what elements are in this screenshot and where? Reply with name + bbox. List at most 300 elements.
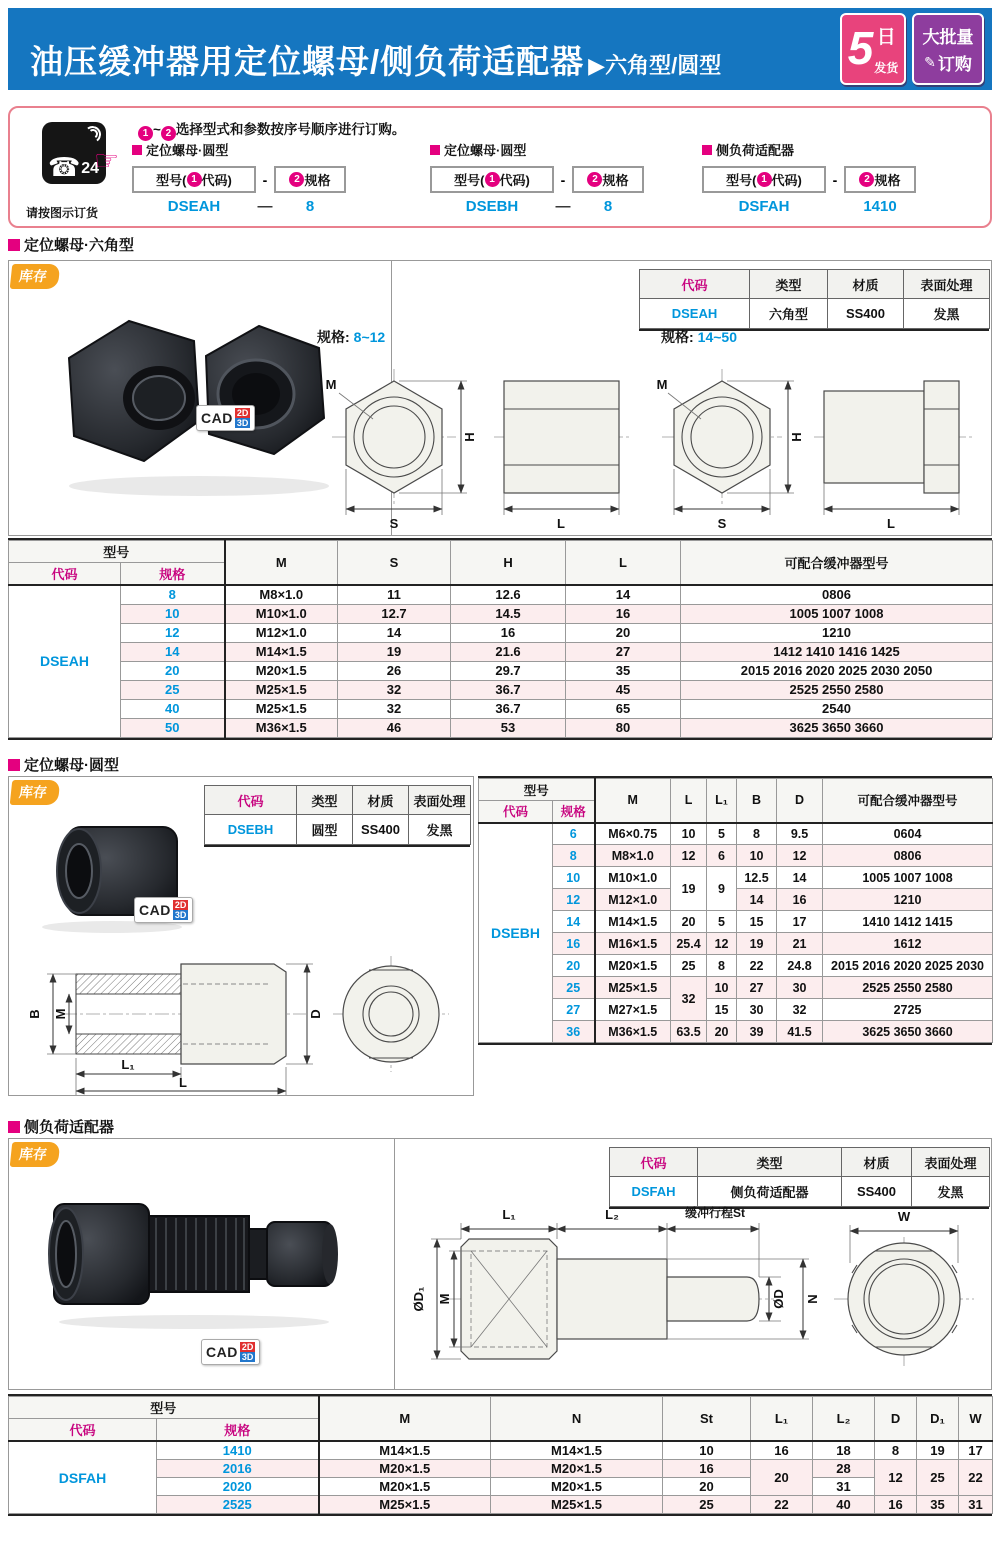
bullet-square-icon [8, 1121, 20, 1133]
model-code: DSEBH [205, 815, 297, 845]
cad-badge[interactable] [201, 1339, 260, 1365]
cell: M27×1.5 [595, 999, 671, 1021]
cell: 30 [737, 999, 777, 1021]
step-1-icon: 1 [757, 172, 772, 187]
code-header: 代码 [9, 1419, 157, 1442]
col-header-match: 可配合缓冲器型号 [823, 779, 993, 823]
cell: 63.5 [671, 1021, 707, 1043]
cell: M14×1.5 [491, 1441, 663, 1460]
cell: 16 [875, 1496, 917, 1514]
cell: M25×1.5 [491, 1496, 663, 1514]
model-code: DSEAH [640, 299, 750, 329]
page-header [8, 8, 992, 90]
bullet-square-icon [430, 145, 440, 155]
finish-value: 发黑 [409, 815, 471, 845]
cell: 15 [707, 999, 737, 1021]
col-header: 类型 [750, 270, 828, 299]
cell: 20 [751, 1460, 813, 1496]
bullet-square-icon [8, 239, 20, 251]
spec-box: 2 规格 [572, 166, 644, 193]
table-row [479, 977, 993, 999]
cell: 1410 1412 1415 [823, 911, 993, 933]
cell: 5 [707, 823, 737, 845]
dsebh-data-table [478, 776, 992, 1045]
step-2-icon: 2 [859, 172, 874, 187]
cell: M12×1.0 [225, 623, 338, 642]
cad-3d-icon: 3D [174, 910, 187, 920]
step-1-icon: 1 [138, 126, 153, 141]
drawing-hex-large [654, 345, 989, 535]
stock-badge: 库存 [10, 1142, 61, 1167]
spec-header: 规格 [553, 801, 595, 823]
cell: 14 [737, 889, 777, 911]
cell: 2015 2016 2020 2025 2030 [823, 955, 993, 977]
col-header-st: St [663, 1397, 751, 1442]
model-code: DSFAH [9, 1441, 157, 1514]
cell: M10×1.0 [225, 604, 338, 623]
cell: 39 [737, 1021, 777, 1043]
signal-arc [83, 125, 102, 144]
phone-glyph: ☎ [48, 152, 81, 182]
order-group-dsfah [702, 140, 982, 215]
ship-days-number: 5 [847, 22, 874, 75]
cell: 12.6 [451, 585, 566, 604]
cell: M36×1.5 [225, 718, 338, 737]
table-row [9, 718, 993, 737]
cell: 2525 2550 2580 [681, 680, 993, 699]
dim-label-s: S [389, 516, 399, 531]
ordering-guide-box [8, 106, 992, 228]
cad-3d-icon: 3D [241, 1352, 254, 1362]
page-title: 油压缓冲器用定位螺母/侧负荷适配器 [30, 43, 585, 80]
example-sep [826, 198, 844, 215]
type-value: 六角型 [750, 299, 828, 329]
cad-badge[interactable] [134, 897, 193, 923]
cell: 12.5 [737, 867, 777, 889]
drawing-hex-small [309, 345, 639, 535]
dim-label-m: M [656, 377, 668, 392]
divider [394, 1139, 395, 1389]
cell: 22 [959, 1460, 993, 1496]
col-header: 表面处理 [912, 1148, 990, 1177]
section-heading-hex: 定位螺母·六角型 [8, 234, 134, 255]
cell: 19 [338, 642, 451, 661]
cell: 80 [566, 718, 681, 737]
table-row [9, 1460, 993, 1478]
cell: 12 [777, 845, 823, 867]
col-header-l2: L₂ [813, 1397, 875, 1442]
cell: M20×1.5 [491, 1478, 663, 1496]
cell: 25 [663, 1496, 751, 1514]
cell: 10 [553, 867, 595, 889]
table-row [9, 699, 993, 718]
cell: 8 [875, 1441, 917, 1460]
col-header: 代码 [610, 1148, 698, 1177]
section-heading-round: 定位螺母·圆型 [8, 754, 119, 775]
col-header-d1: D₁ [917, 1397, 959, 1442]
cell: 36.7 [451, 680, 566, 699]
cell: 14.5 [451, 604, 566, 623]
cell: 1612 [823, 933, 993, 955]
cell: 31 [959, 1496, 993, 1514]
cell: 14 [338, 623, 451, 642]
bulk-label-1: 大批量 [922, 28, 974, 47]
cell: 25 [917, 1460, 959, 1496]
dim-label-s: S [717, 516, 727, 531]
cell: 26 [338, 661, 451, 680]
cell: 20 [671, 911, 707, 933]
dim-label-m: M [325, 377, 337, 392]
cell: 12 [671, 845, 707, 867]
pointing-finger-icon: ☞ [94, 145, 120, 176]
table-row [479, 867, 993, 889]
cell: M25×1.5 [225, 699, 338, 718]
cell: 35 [566, 661, 681, 680]
col-header: 代码 [640, 270, 750, 299]
material-value: SS400 [842, 1177, 912, 1207]
cell: M8×1.0 [595, 845, 671, 867]
step-1-icon: 1 [485, 172, 500, 187]
dim-label-b: B [27, 1009, 42, 1019]
cell: 8 [707, 955, 737, 977]
cell: 1410 [157, 1441, 319, 1460]
table-row [9, 1441, 993, 1460]
cell: 2525 [157, 1496, 319, 1514]
col-header: 材质 [828, 270, 904, 299]
example-sep: — [257, 198, 273, 215]
cell: 36.7 [451, 699, 566, 718]
spec-box: 2 规格 [844, 166, 916, 193]
cell: 16 [451, 623, 566, 642]
cell: M20×1.5 [491, 1460, 663, 1478]
dim-label-h: H [462, 432, 477, 442]
col-header: 材质 [842, 1148, 912, 1177]
order-group-label: 侧负荷适配器 [702, 140, 982, 159]
col-header-b: B [737, 779, 777, 823]
table-row [479, 999, 993, 1021]
cell: 14 [566, 585, 681, 604]
col-header-l1: L₁ [707, 779, 737, 823]
cell: M25×1.5 [225, 680, 338, 699]
cad-2d-icon: 2D [174, 900, 187, 910]
phone-order-note: 请按图示订货 [26, 206, 99, 220]
ship-label: 发货 [874, 61, 899, 75]
cad-label: CAD [139, 902, 171, 918]
col-header-m: M [595, 779, 671, 823]
cell: 25 [553, 977, 595, 999]
col-header-l: L [566, 541, 681, 586]
cell: 12.7 [338, 604, 451, 623]
col-header: 类型 [297, 786, 353, 815]
order-group-dseah [132, 140, 412, 215]
cell: 17 [959, 1441, 993, 1460]
table-row [479, 1021, 993, 1043]
cell: 20 [121, 661, 225, 680]
page-subtitle: ▶六角型/圆型 [588, 52, 722, 78]
dim-label-l1: L₁ [502, 1207, 516, 1222]
cell: 20 [566, 623, 681, 642]
cell: M20×1.5 [595, 955, 671, 977]
cell: 14 [121, 642, 225, 661]
table-row [479, 845, 993, 867]
table-row [9, 661, 993, 680]
cell: 1210 [681, 623, 993, 642]
cell: 9 [707, 867, 737, 911]
col-header: 材质 [353, 786, 409, 815]
dim-label-w: W [897, 1209, 911, 1224]
cell: 3625 3650 3660 [823, 1021, 993, 1043]
cell: 46 [338, 718, 451, 737]
cad-label: CAD [201, 410, 233, 426]
table-row [9, 642, 993, 661]
cell: 0806 [681, 585, 993, 604]
cell: 1210 [823, 889, 993, 911]
dim-label-l2: L₂ [605, 1207, 619, 1222]
cell: 1005 1007 1008 [823, 867, 993, 889]
dim-label-m: M [437, 1293, 452, 1305]
cell: 2525 2550 2580 [823, 977, 993, 999]
code-header: 代码 [9, 563, 121, 586]
cell: 19 [737, 933, 777, 955]
cell: M25×1.5 [319, 1496, 491, 1514]
cell: 32 [671, 977, 707, 1021]
example-sep: — [555, 198, 571, 215]
step-2-icon: 2 [587, 172, 602, 187]
spec-range-label: 规格: 14~50 [661, 329, 737, 345]
section-heading-adapter: 侧负荷适配器 [8, 1116, 114, 1137]
ship-day-char: 日 [876, 27, 896, 48]
cad-badge[interactable] [196, 405, 255, 431]
cell: 20 [663, 1478, 751, 1496]
cell: 16 [751, 1441, 813, 1460]
dseah-data-table [8, 538, 992, 740]
col-header-d: D [777, 779, 823, 823]
dim-label-l: L [179, 1075, 187, 1090]
cad-label: CAD [206, 1344, 238, 1360]
cell: 27 [553, 999, 595, 1021]
cell: M6×0.75 [595, 823, 671, 845]
cell: 12 [121, 623, 225, 642]
spec-box: 2 规格 [274, 166, 346, 193]
cad-3d-icon: 3D [236, 418, 249, 428]
cell: 36 [553, 1021, 595, 1043]
cell: M10×1.0 [595, 867, 671, 889]
cell: 0806 [823, 845, 993, 867]
dim-label-l: L [887, 516, 895, 531]
col-header-h: H [451, 541, 566, 586]
finish-value: 发黑 [912, 1177, 990, 1207]
model-code: DSEAH [9, 585, 121, 737]
bullet-square-icon [702, 145, 712, 155]
cell: 10 [671, 823, 707, 845]
product-photo-adapter [34, 1174, 354, 1334]
stock-badge: 库存 [10, 780, 61, 805]
cell: 21 [777, 933, 823, 955]
cell: 15 [737, 911, 777, 933]
cell: 50 [121, 718, 225, 737]
cell: 19 [917, 1441, 959, 1460]
cell: M14×1.5 [225, 642, 338, 661]
cell: 27 [566, 642, 681, 661]
dim-label-d: D [308, 1009, 323, 1019]
cell: 3625 3650 3660 [681, 718, 993, 737]
stock-badge: 库存 [10, 264, 61, 289]
cell: 16 [553, 933, 595, 955]
cad-2d-icon: 2D [236, 408, 249, 418]
cell: 25.4 [671, 933, 707, 955]
cell: 10 [737, 845, 777, 867]
cell: 20 [707, 1021, 737, 1043]
cell: 24.8 [777, 955, 823, 977]
cell: M16×1.5 [595, 933, 671, 955]
cell: 6 [707, 845, 737, 867]
col-header: 表面处理 [409, 786, 471, 815]
table-row [479, 911, 993, 933]
cell: 31 [813, 1478, 875, 1496]
step-2-icon: 2 [289, 172, 304, 187]
bullet-square-icon [132, 145, 142, 155]
arrow-icon: ▶ [588, 52, 606, 78]
cell: 0604 [823, 823, 993, 845]
example-spec: 8 [305, 198, 315, 215]
cell: 2016 [157, 1460, 319, 1478]
col-header-n: N [491, 1397, 663, 1442]
order-dash: - [262, 171, 268, 188]
cell: 22 [737, 955, 777, 977]
example-spec: 1410 [863, 198, 897, 215]
cell: 25 [671, 955, 707, 977]
col-header-s: S [338, 541, 451, 586]
dim-label-l1: L₁ [121, 1057, 135, 1072]
type-value: 圆型 [297, 815, 353, 845]
table-row [9, 585, 993, 604]
table-row [9, 1496, 993, 1514]
cell: M8×1.0 [225, 585, 338, 604]
dim-label-m: M [53, 1008, 68, 1020]
cell: 16 [566, 604, 681, 623]
cell: 25 [121, 680, 225, 699]
phone-24-label: 24 [81, 160, 99, 177]
spec-header: 规格 [157, 1419, 319, 1442]
cell: 45 [566, 680, 681, 699]
cad-2d-icon: 2D [241, 1342, 254, 1352]
order-group-label: 定位螺母·圆型 [430, 140, 710, 159]
cell: 12 [553, 889, 595, 911]
example-code: DSFAH [738, 198, 790, 215]
table-row [479, 955, 993, 977]
cell: 32 [338, 699, 451, 718]
cell: 21.6 [451, 642, 566, 661]
cell: 16 [663, 1460, 751, 1478]
model-code: DSEBH [479, 823, 553, 1043]
cell: 14 [777, 867, 823, 889]
table-row [479, 933, 993, 955]
cell: 2540 [681, 699, 993, 718]
cell: 16 [777, 889, 823, 911]
col-header-d: D [875, 1397, 917, 1442]
section-box-adapter [8, 1138, 992, 1390]
dsfah-data-table [8, 1394, 992, 1516]
cell: M20×1.5 [225, 661, 338, 680]
cell: 2725 [823, 999, 993, 1021]
code-header: 代码 [479, 801, 553, 823]
dim-label-st: 缓冲行程St [684, 1206, 746, 1220]
cell: 35 [917, 1496, 959, 1514]
cell: 14 [553, 911, 595, 933]
material-value: SS400 [353, 815, 409, 845]
table-row [9, 623, 993, 642]
cell: 53 [451, 718, 566, 737]
cell: 18 [813, 1441, 875, 1460]
drawing-adapter [409, 1199, 989, 1384]
table-row [9, 1478, 993, 1496]
cell: 32 [777, 999, 823, 1021]
cell: 19 [671, 867, 707, 911]
cell: 1005 1007 1008 [681, 604, 993, 623]
drawing-round-nut [21, 939, 466, 1099]
cell: 2020 [157, 1478, 319, 1496]
example-spec: 8 [603, 198, 613, 215]
col-header-l: L [671, 779, 707, 823]
table-row [9, 680, 993, 699]
cell: 8 [553, 845, 595, 867]
cell: M14×1.5 [319, 1441, 491, 1460]
order-dash: - [560, 171, 566, 188]
model-header: 型号 [479, 779, 595, 801]
finish-value: 发黑 [904, 299, 990, 329]
cell: M25×1.5 [595, 977, 671, 999]
col-header: 代码 [205, 786, 297, 815]
bulk-order-badge [912, 13, 984, 85]
dim-label-l: L [557, 516, 565, 531]
header-badges [840, 13, 984, 85]
dim-label-d1: ØD₁ [411, 1286, 426, 1312]
table-row [479, 823, 993, 845]
material-value: SS400 [828, 299, 904, 329]
cell: 11 [338, 585, 451, 604]
section-box-round [8, 776, 474, 1096]
cell: 2015 2016 2020 2025 2030 2050 [681, 661, 993, 680]
dim-label-d: ØD [771, 1289, 786, 1309]
example-code: DSEBH [465, 198, 519, 215]
model-header: 型号 [9, 541, 225, 563]
cell: 40 [121, 699, 225, 718]
col-header: 类型 [698, 1148, 842, 1177]
example-code: DSEAH [167, 198, 221, 215]
model-header: 型号 [9, 1397, 319, 1419]
cell: 30 [777, 977, 823, 999]
col-header-m: M [225, 541, 338, 586]
cell: 22 [751, 1496, 813, 1514]
cell: 27 [737, 977, 777, 999]
spec-summary-table-dseah [639, 269, 989, 331]
dim-label-n: N [805, 1294, 820, 1304]
cell: 65 [566, 699, 681, 718]
cell: 28 [813, 1460, 875, 1478]
cell: 12 [707, 933, 737, 955]
model-code-box: 型号( 1 代码) [702, 166, 826, 193]
section-box-hex [8, 260, 992, 536]
bullet-square-icon [8, 759, 20, 771]
cell: 12 [875, 1460, 917, 1496]
cell: 6 [553, 823, 595, 845]
cell: 41.5 [777, 1021, 823, 1043]
cell: 29.7 [451, 661, 566, 680]
cell: M12×1.0 [595, 889, 671, 911]
cell: M20×1.5 [319, 1460, 491, 1478]
cell: 9.5 [777, 823, 823, 845]
pen-icon: ✎ [924, 54, 936, 70]
